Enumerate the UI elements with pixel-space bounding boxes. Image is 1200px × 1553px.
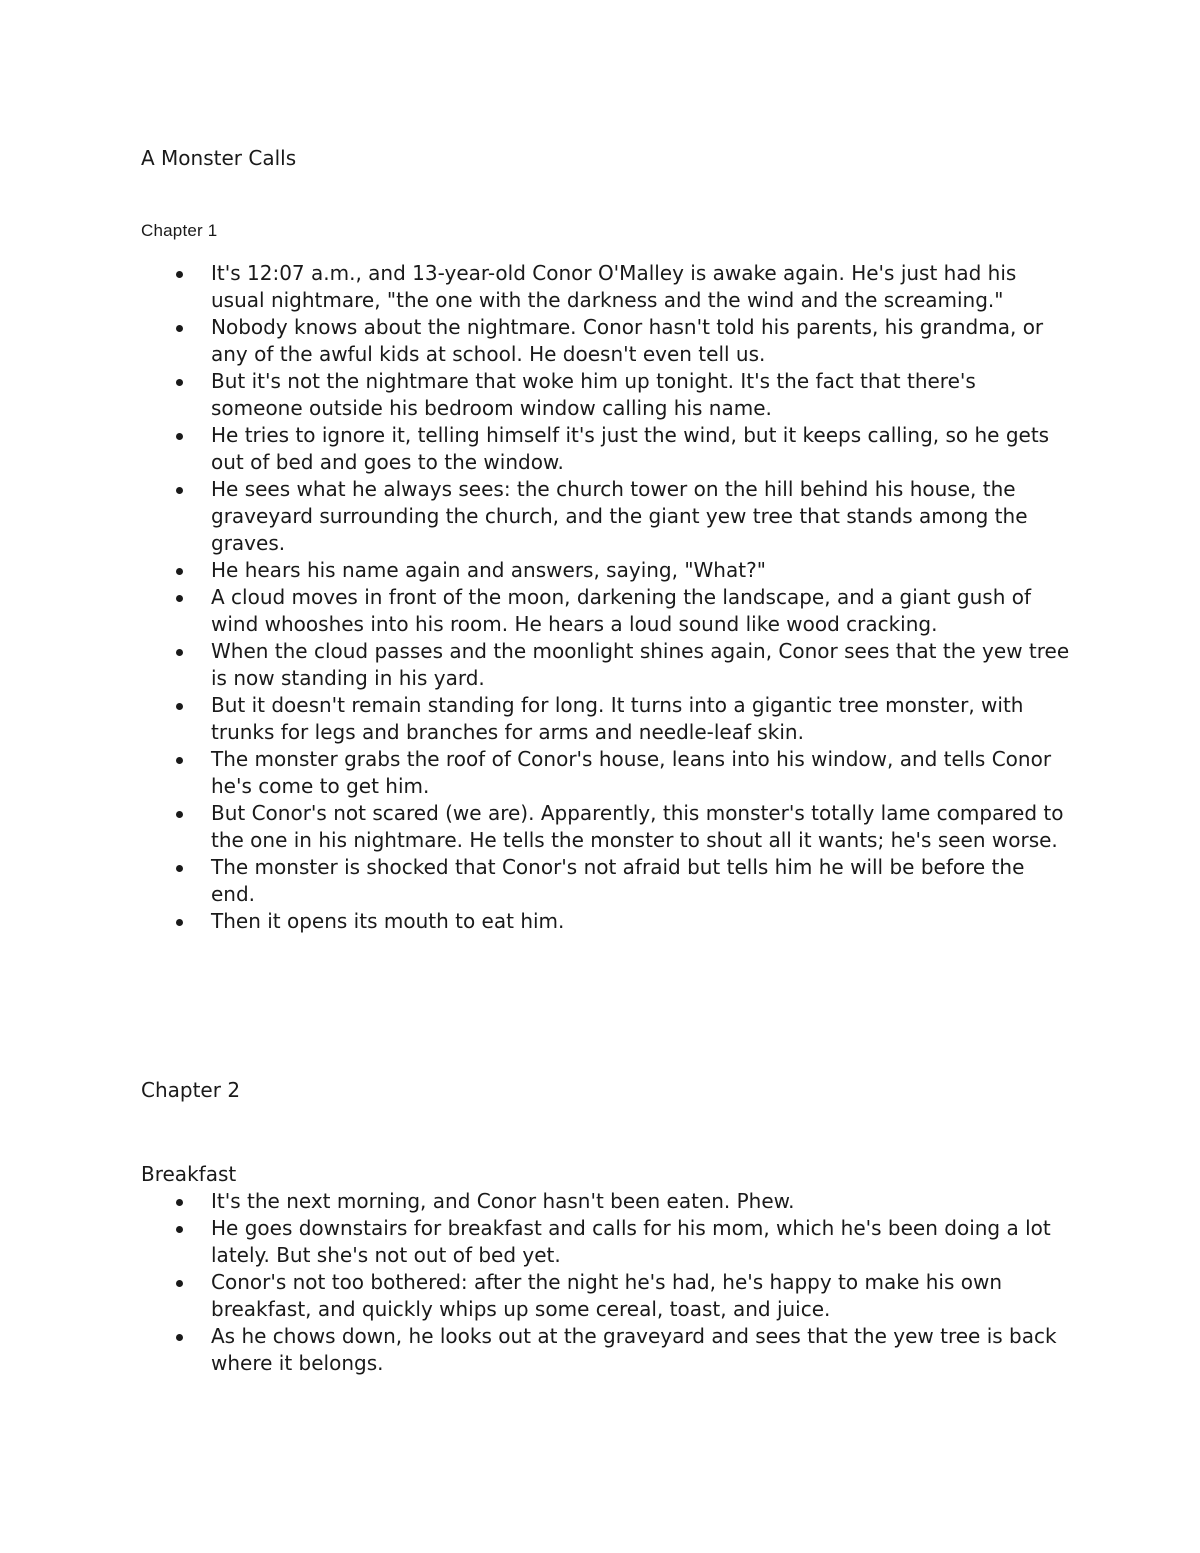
list-item-text: Nobody knows about the nightmare. Conor hasn't told his parents, his grandma, or any of the awful kids at school. He doesn't even tell us. <box>211 315 1044 366</box>
bullet-dot-icon <box>176 919 183 926</box>
chapter-1-heading: Chapter 1 <box>141 221 218 240</box>
list-item <box>141 368 1071 422</box>
list-item <box>141 422 1071 476</box>
list-item-text: But Conor's not scared (we are). Apparently, this monster's totally lame compared to the one in his nightmare. He tells the monster to shout all it wants; he's seen worse. <box>211 801 1064 852</box>
list-item-text: As he chows down, he looks out at the graveyard and sees that the yew tree is back where it belongs. <box>211 1324 1057 1375</box>
chapter-1-bullet-list <box>141 260 1071 935</box>
bullet-dot-icon <box>176 433 183 440</box>
list-item <box>141 314 1071 368</box>
list-item-text: It's the next morning, and Conor hasn't been eaten. Phew. <box>211 1189 795 1213</box>
list-item-text: But it doesn't remain standing for long. It turns into a gigantic tree monster, with trunks for legs and branches for arms and needle-leaf skin. <box>211 693 1024 744</box>
list-item-text: He sees what he always sees: the church tower on the hill behind his house, the graveyard surrounding the church, and the giant yew tree that stands among the graves. <box>211 477 1028 555</box>
list-item <box>141 908 1071 935</box>
bullet-dot-icon <box>176 271 183 278</box>
list-item <box>141 1188 1071 1215</box>
list-item-text: The monster grabs the roof of Conor's house, leans into his window, and tells Conor he's come to get him. <box>211 747 1052 798</box>
list-item-text: He goes downstairs for breakfast and calls for his mom, which he's been doing a lot lately. But she's not out of bed yet. <box>211 1216 1051 1267</box>
list-item <box>141 260 1071 314</box>
section-heading-breakfast: Breakfast <box>141 1162 237 1186</box>
list-item <box>141 1323 1071 1377</box>
bullet-dot-icon <box>176 1199 183 1206</box>
list-item <box>141 854 1071 908</box>
list-item <box>141 584 1071 638</box>
bullet-dot-icon <box>176 811 183 818</box>
chapter-2-bullet-list <box>141 1188 1071 1377</box>
bullet-dot-icon <box>176 757 183 764</box>
bullet-dot-icon <box>176 865 183 872</box>
list-item-text: When the cloud passes and the moonlight shines again, Conor sees that the yew tree is now standing in his yard. <box>211 639 1070 690</box>
list-item-text: It's 12:07 a.m., and 13-year-old Conor O'Malley is awake again. He's just had his usual nightmare, "the one with the darkness and the wind and the screaming." <box>211 261 1017 312</box>
bullet-dot-icon <box>176 568 183 575</box>
list-item <box>141 746 1071 800</box>
list-item-text: Then it opens its mouth to eat him. <box>211 909 565 933</box>
bullet-dot-icon <box>176 487 183 494</box>
list-item <box>141 1215 1071 1269</box>
bullet-dot-icon <box>176 1226 183 1233</box>
list-item-text: The monster is shocked that Conor's not afraid but tells him he will be before the end. <box>211 855 1025 906</box>
list-item-text: A cloud moves in front of the moon, darkening the landscape, and a giant gush of wind whooshes into his room. He hears a loud sound like wood cracking. <box>211 585 1032 636</box>
bullet-dot-icon <box>176 595 183 602</box>
bullet-dot-icon <box>176 649 183 656</box>
chapter-2-heading: Chapter 2 <box>141 1078 241 1102</box>
list-item <box>141 800 1071 854</box>
list-item-text: He hears his name again and answers, saying, "What?" <box>211 558 766 582</box>
bullet-dot-icon <box>176 1334 183 1341</box>
list-item-text: But it's not the nightmare that woke him up tonight. It's the fact that there's someone outside his bedroom window calling his name. <box>211 369 976 420</box>
bullet-dot-icon <box>176 703 183 710</box>
list-item <box>141 476 1071 557</box>
document-title: A Monster Calls <box>141 146 297 170</box>
list-item <box>141 1269 1071 1323</box>
list-item <box>141 692 1071 746</box>
bullet-dot-icon <box>176 379 183 386</box>
bullet-dot-icon <box>176 325 183 332</box>
list-item-text: He tries to ignore it, telling himself it's just the wind, but it keeps calling, so he gets out of bed and goes to the window. <box>211 423 1050 474</box>
list-item <box>141 557 1071 584</box>
bullet-dot-icon <box>176 1280 183 1287</box>
list-item <box>141 638 1071 692</box>
list-item-text: Conor's not too bothered: after the night he's had, he's happy to make his own breakfast, and quickly whips up some cereal, toast, and juice. <box>211 1270 1003 1321</box>
